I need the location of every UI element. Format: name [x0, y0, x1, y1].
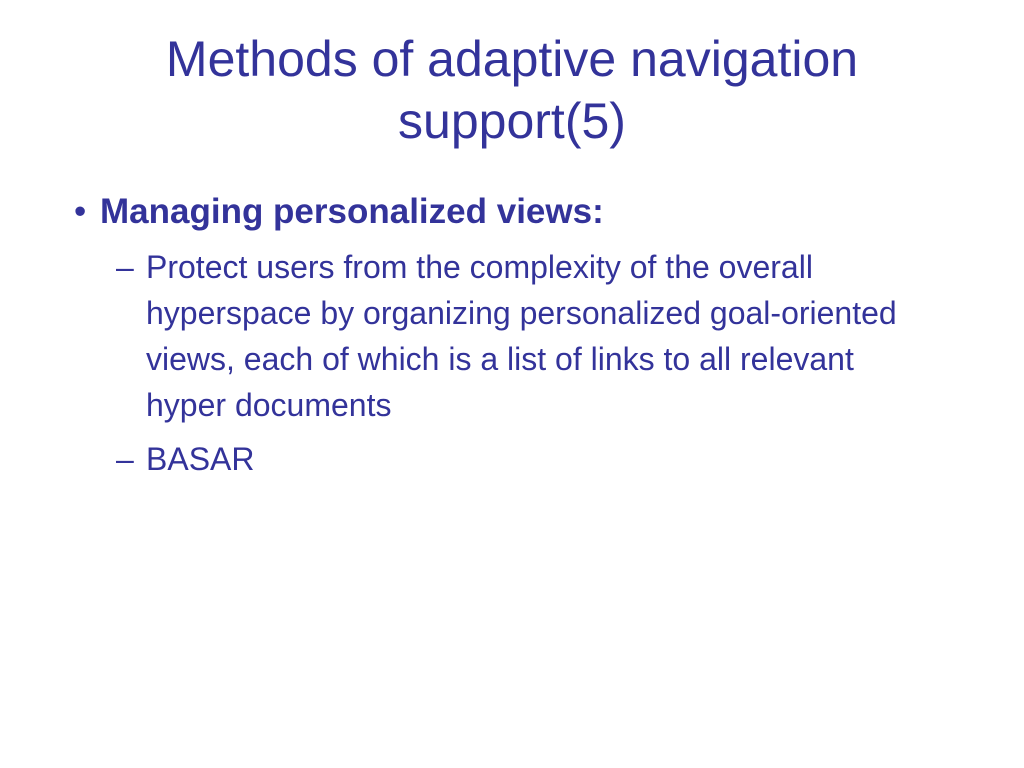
dash-marker: –: [116, 249, 134, 285]
sub-bullet-text: BASAR: [146, 441, 255, 477]
sub-bullet-list: [60, 244, 960, 482]
sub-bullet-text: Protect users from the complexity of the overall hyperspace by organizing personalized goal-oriented views, each of which is a list of links to all relevant hyper documents: [146, 249, 897, 423]
bullet-heading: Managing personalized views:: [100, 192, 604, 231]
bullet-item: [60, 190, 960, 234]
sub-bullet-item: [116, 244, 960, 428]
bullet-marker: •: [74, 192, 87, 231]
slide-body: [60, 190, 960, 490]
dash-marker: –: [116, 441, 134, 477]
slide-title: Methods of adaptive navigation support(5): [165, 31, 859, 149]
sub-bullet-item: [116, 436, 960, 482]
